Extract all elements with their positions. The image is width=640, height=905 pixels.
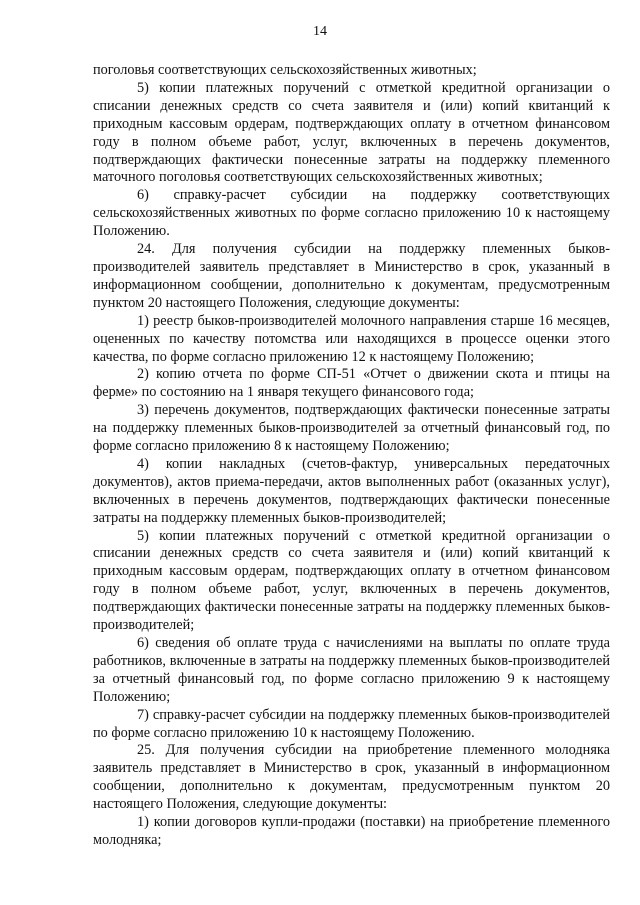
paragraph-item-24-7: 7) справку-расчет субсидии на поддержку племенных быков-производителей по форме согласно приложению 10 к настоящему Положению. xyxy=(93,706,610,741)
paragraph-continuation: поголовья соответствующих сельскохозяйственных животных; xyxy=(93,62,477,78)
paragraph-item-24-2: 2) копию отчета по форме СП-51 «Отчет о движении скота и птицы на ферме» по состоянию на 1 января текущего финансового года; xyxy=(93,366,610,401)
paragraph-clause-24: 24. Для получения субсидии на поддержку племенных быков-производителей заявитель представляет в Министерство в срок, указанный в информационном сообщении, дополнительно к документам, предусмотренным пунктом 20 настоящего Положения, следующие документы: xyxy=(93,241,610,311)
page-number: 14 xyxy=(313,24,327,39)
paragraph-item-24-6: 6) сведения об оплате труда с начислениями на выплаты по оплате труда работников, включенные в затраты на поддержку племенных быков-производителей за отчетный финансовый год, по форме согласно приложению 9 к настоящему Положению; xyxy=(93,635,610,705)
paragraph-item-24-5: 5) копии платежных поручений с отметкой кредитной организации о списании денежных средств со счета заявителя и (или) копий квитанций к приходным кассовым ордерам, подтверждающих оплату в отчетном финансовом году в полном объеме работ, услуг, включенных в перечень документов, подтверждающих фактически понесенные затраты на поддержку племенных быков-производителей; xyxy=(93,527,610,634)
paragraph-item-23-5: 5) копии платежных поручений с отметкой кредитной организации о списании денежных средств со счета заявителя и (или) копий квитанций к приходным кассовым ордерам, подтверждающих оплату в отчетном финансовом году в полном объеме работ, услуг, включенных в перечень документов, подтверждающих фактически понесенные затраты на поддержку племенного маточного поголовья соответствующих сельскохозяйственных животных; xyxy=(93,79,610,186)
paragraph-item-25-1: 1) копии договоров купли-продажи (поставки) на приобретение племенного молодняка; xyxy=(93,814,610,848)
paragraph-clause-25: 25. Для получения субсидии на приобретение племенного молодняка заявитель представляет в Министерство в срок, указанный в информационном сообщении, дополнительно к документам, предусмотренным пунктом 20 настоящего Положения, следующие документы: xyxy=(93,742,610,813)
paragraph-item-24-4: 4) копии накладных (счетов-фактур, универсальных передаточных документов), актов приема-передачи, актов выполненных работ (оказанных услуг), включенных в перечень документов, подтверждающих фактически понесенные затраты на поддержку племенных быков-производителей; xyxy=(93,455,610,526)
document-body xyxy=(93,62,610,850)
paragraph-item-23-6: 6) справку-расчет субсидии на поддержку соответствующих сельскохозяйственных животных по форме согласно приложению 10 к настоящему Положению. xyxy=(93,187,610,240)
paragraph-item-24-1: 1) реестр быков-производителей молочного направления старше 16 месяцев, оцененных по качеству потомства или находящихся в процессе оценки этого качества, по форме согласно приложению 12 к настоящему Положению; xyxy=(93,312,610,365)
paragraph-item-24-3: 3) перечень документов, подтверждающих фактически понесенные затраты на поддержку племенных быков-производителей за отчетный финансовый год, по форме согласно приложению 8 к настоящему Положению; xyxy=(93,402,610,455)
